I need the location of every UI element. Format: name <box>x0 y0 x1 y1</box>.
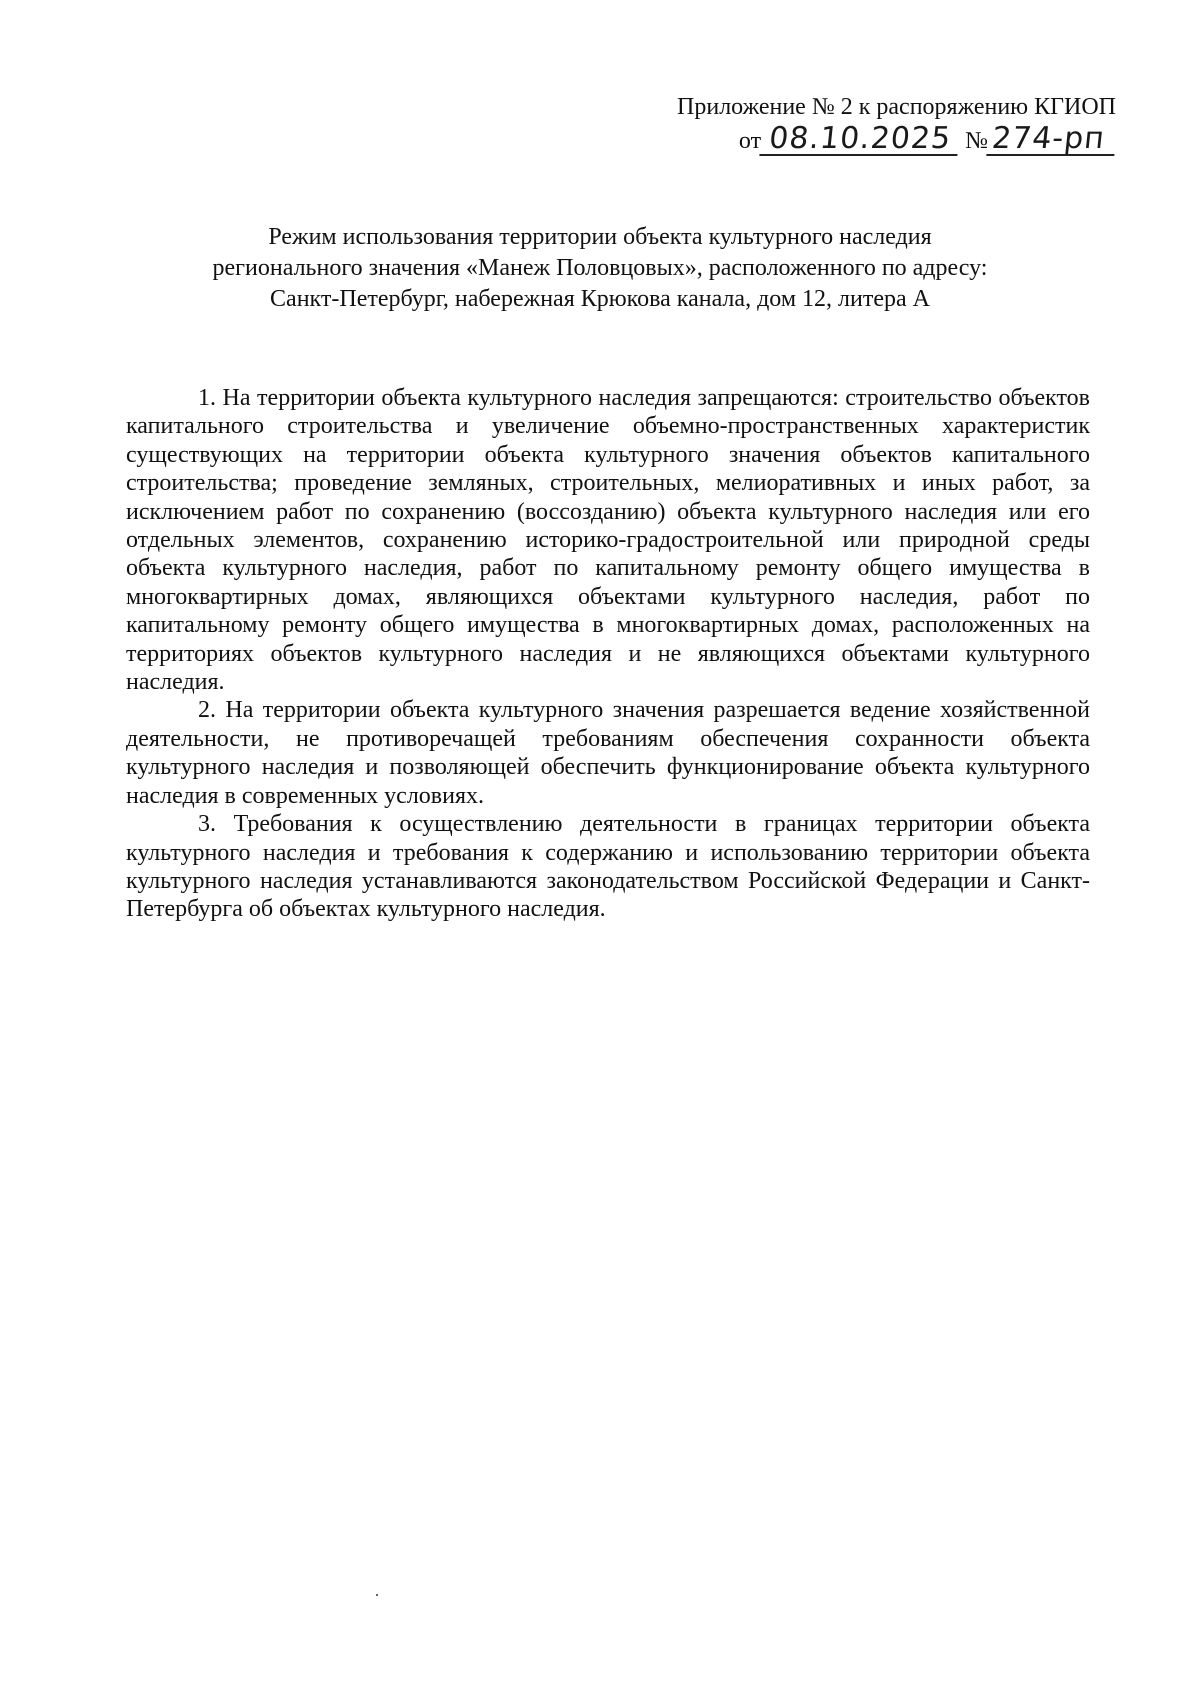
paragraph-3: 3. Требования к осуществлению деятельности в границах территории объекта культурного наследия и требования к содержанию и использованию территории объекта культурного наследия устанавливаются законодательством Российской Федерации и Санкт-Петербурга об объектах культурного наследия. <box>126 811 1090 923</box>
title-line-3: Санкт-Петербург, набережная Крюкова канала, дом 12, литера А <box>270 286 930 312</box>
document-body <box>126 384 1090 924</box>
scan-speck <box>376 1594 378 1596</box>
handwritten-order-date: 08.10.2025 <box>759 124 960 156</box>
handwritten-order-number: 274-рп <box>986 124 1117 156</box>
title-line-1: Режим использования территории объекта культурного наследия <box>268 224 932 250</box>
document-title <box>160 222 1040 315</box>
paragraph-1: 1. На территории объекта культурного наследия запрещаются: строительство объектов капитального строительства и увеличение объемно-пространственных характеристик существующих на территории объекта культурного значения объектов капитального строительства; проведение земляных, строительных, мелиоративных и иных работ, за исключением работ по сохранению (воссозданию) объекта культурного наследия или его отдельных элементов, сохранению историко-градостроительной или природной среды объекта культурного наследия, работ по капитальному ремонту общего имущества в многоквартирных домах, являющихся объектами культурного наследия, работ по капитальному ремонту общего имущества в многоквартирных домах, расположенных на территориях объектов культурного наследия и не являющихся объектами культурного наследия. <box>126 385 1090 696</box>
appendix-title: Приложение № 2 к распоряжению КГИОП <box>677 94 1116 120</box>
paragraph-2: 2. На территории объекта культурного значения разрешается ведение хозяйственной деятельности, не противоречащей требованиям обеспечения сохранности объекта культурного наследия и позволяющей обеспечить функционирование объекта культурного наследия в современных условиях. <box>126 697 1090 809</box>
order-date-number-line <box>596 121 1116 164</box>
number-prefix: № <box>965 128 988 154</box>
appendix-reference <box>596 92 1116 164</box>
date-prefix: от <box>738 128 762 154</box>
title-line-2: регионального значения «Манеж Половцовых», расположенного по адресу: <box>212 255 988 281</box>
